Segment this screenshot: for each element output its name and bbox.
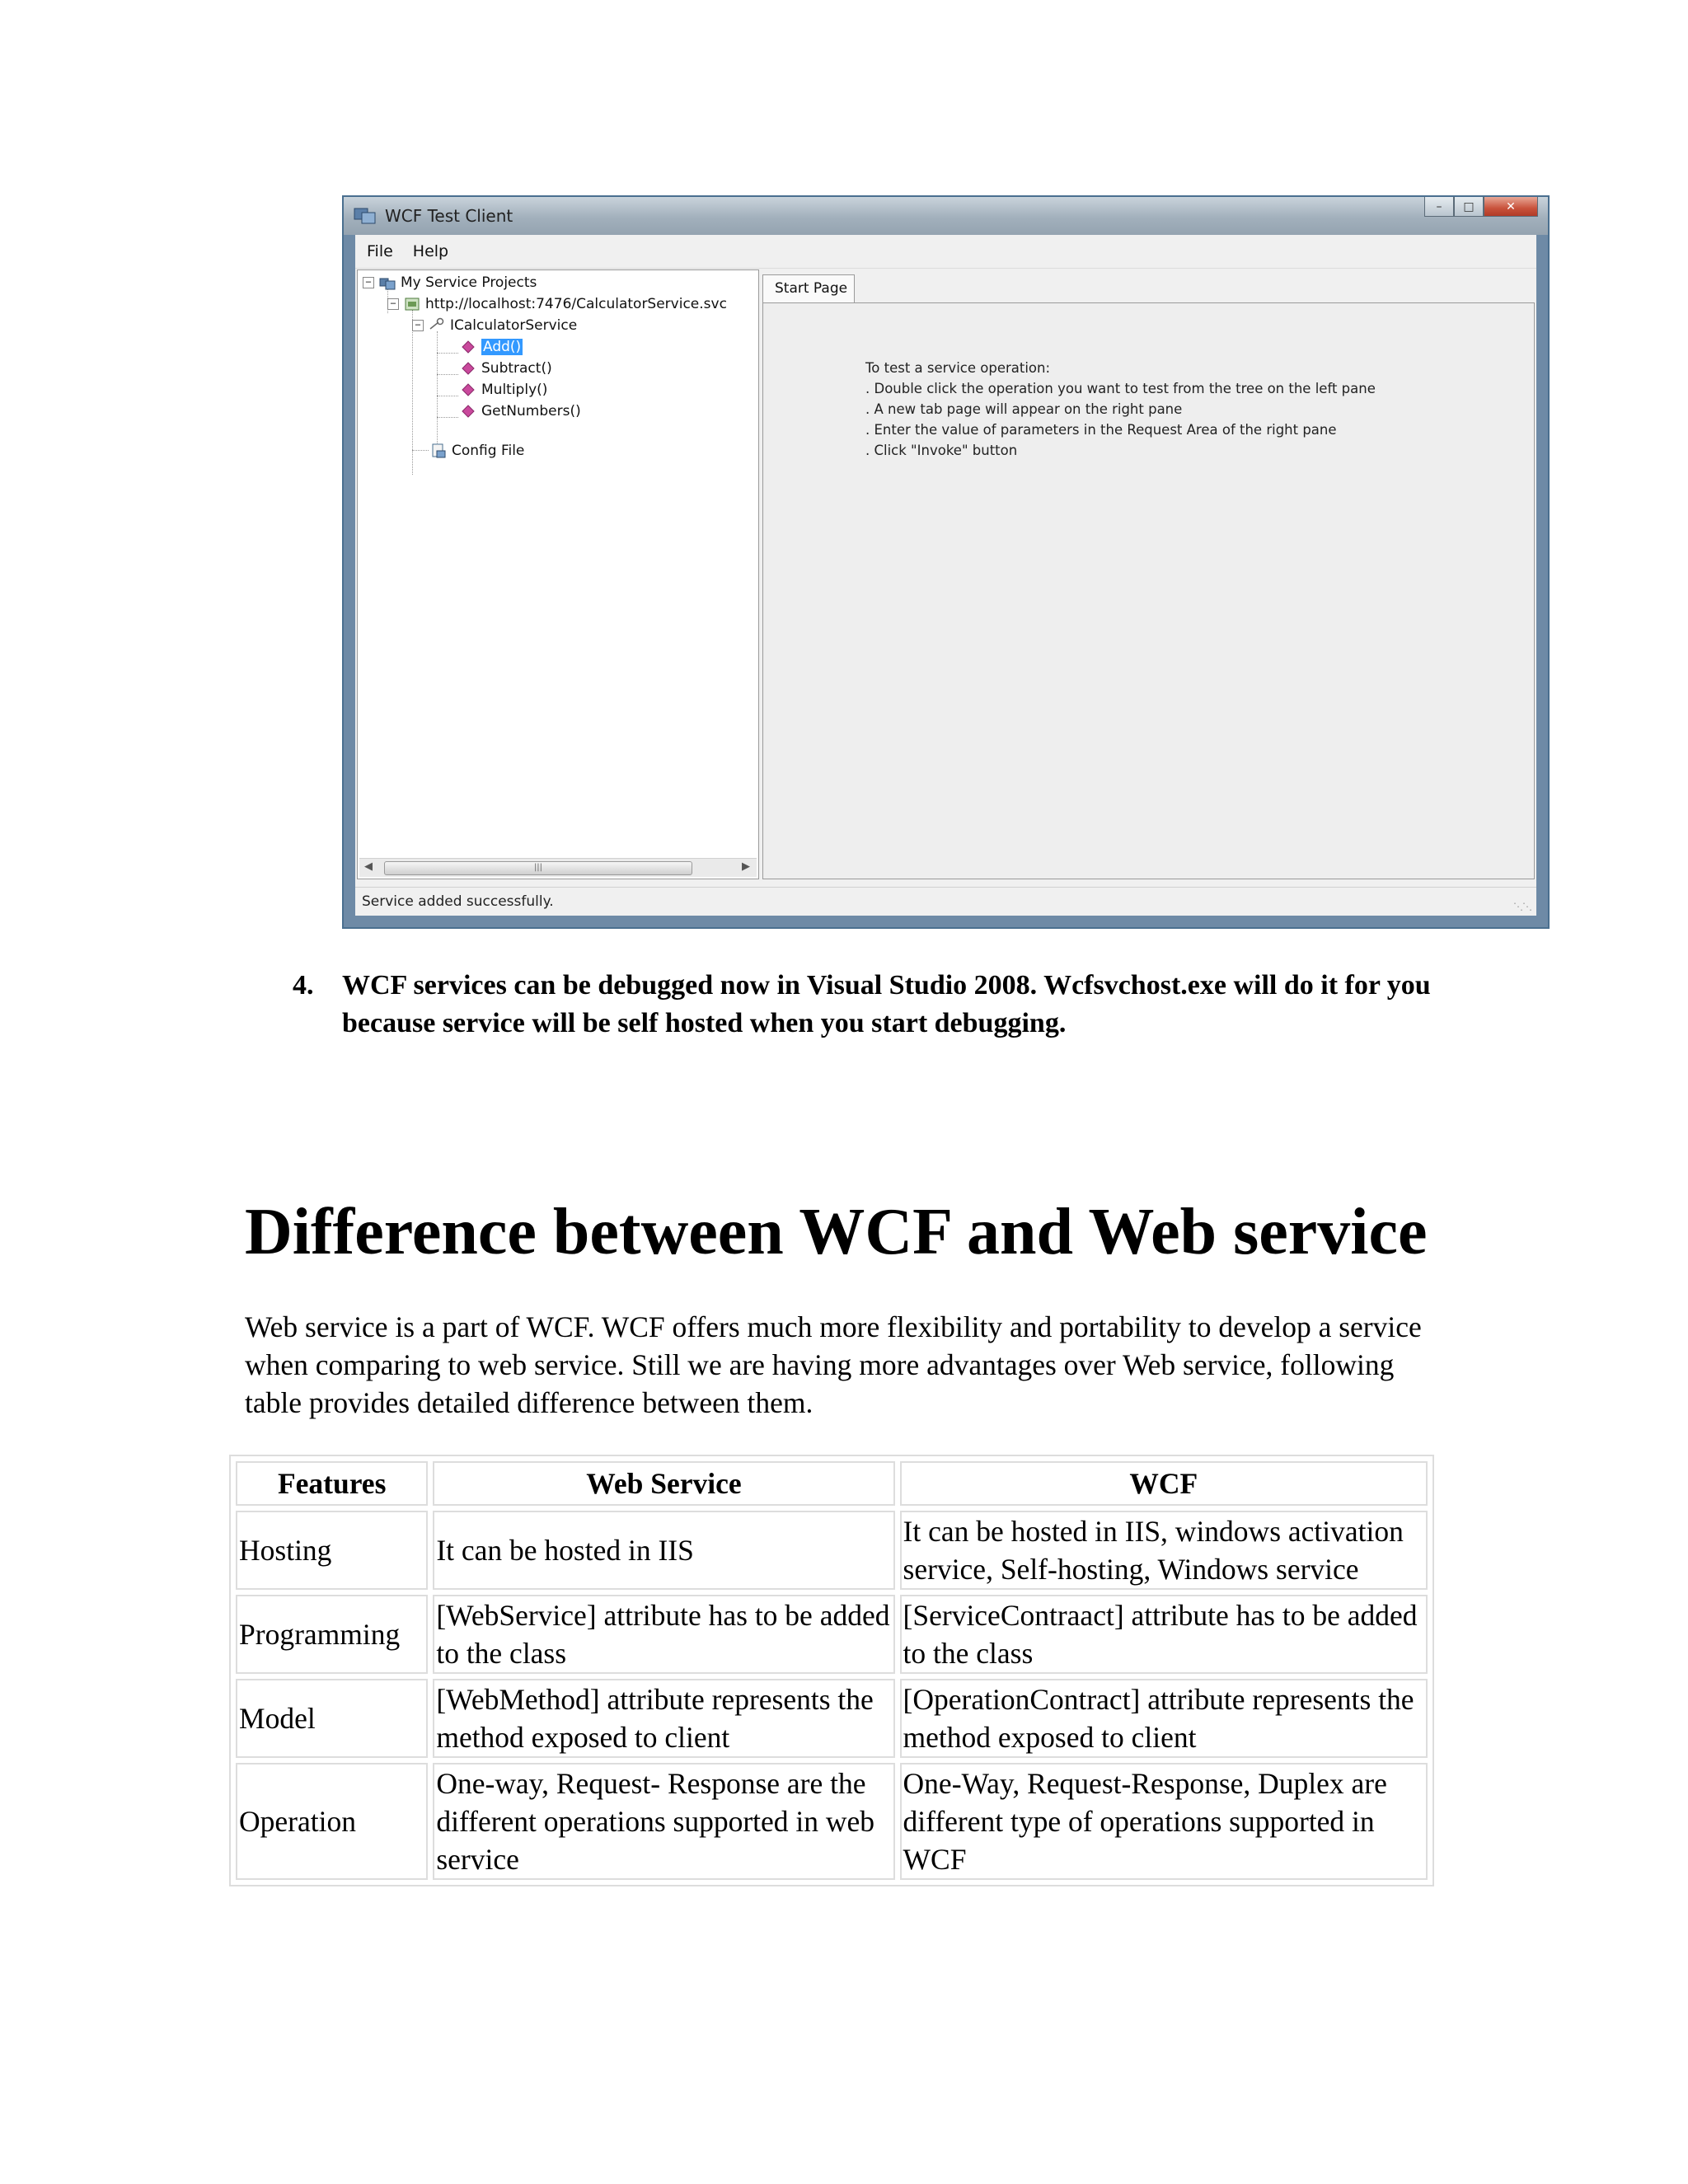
- instruction-line: . Enter the value of parameters in the Request Area of the right pane: [865, 422, 1337, 438]
- window-client: [355, 235, 1536, 916]
- contract-icon: [429, 317, 445, 334]
- table-cell-web-service: It can be hosted in IIS: [433, 1511, 894, 1590]
- table-cell-wcf: One-Way, Request-Response, Duplex are different type of operations supported in WCF: [900, 1763, 1428, 1880]
- window-controls: [1424, 197, 1538, 217]
- tree-operation-label: Subtract(): [481, 360, 552, 377]
- table-cell-web-service: One-way, Request- Response are the different operations supported in web service: [433, 1763, 894, 1880]
- start-page-instructions: [865, 358, 1376, 461]
- column-header-web-service: Web Service: [433, 1461, 894, 1506]
- maximize-icon[interactable]: □: [1454, 197, 1484, 217]
- table-row: [236, 1679, 1428, 1758]
- table-row: [236, 1595, 1428, 1674]
- table-cell-wcf: [ServiceContraact] attribute has to be added to the class: [900, 1595, 1428, 1674]
- tree-node-contract[interactable]: [412, 315, 577, 336]
- table-cell-web-service: [WebMethod] attribute represents the method exposed to client: [433, 1679, 894, 1758]
- tree-operation-label: GetNumbers(): [481, 403, 581, 419]
- comparison-table: [229, 1455, 1434, 1886]
- status-text: Service added successfully.: [362, 893, 554, 910]
- table-cell-feature: Model: [236, 1679, 428, 1758]
- tree-operation-label: Multiply(): [481, 382, 548, 398]
- tree-node-operation[interactable]: [460, 401, 581, 422]
- table-cell-wcf: [OperationContract] attribute represents the method exposed to client: [900, 1679, 1428, 1758]
- table-row: [236, 1511, 1428, 1590]
- table-cell-feature: Hosting: [236, 1511, 428, 1590]
- instruction-line: . A new tab page will appear on the right pane: [865, 401, 1183, 417]
- service-tree[interactable]: [357, 269, 759, 879]
- status-bar: [355, 887, 1536, 916]
- window-titlebar[interactable]: [344, 197, 1548, 235]
- instruction-line: . Double click the operation you want to test from the tree on the left pane: [865, 381, 1376, 396]
- tree-contract-label: ICalculatorService: [450, 317, 578, 334]
- tree-node-root[interactable]: [363, 272, 537, 293]
- window-title: WCF Test Client: [385, 206, 513, 226]
- list-number: 4.: [293, 970, 314, 1001]
- instruction-line: . Click "Invoke" button: [865, 443, 1018, 458]
- tree-node-config[interactable]: [430, 440, 524, 462]
- operation-icon: [460, 382, 476, 398]
- start-page-body: [762, 302, 1535, 879]
- table-cell-web-service: [WebService] attribute has to be added to the class: [433, 1595, 894, 1674]
- column-header-wcf: WCF: [900, 1461, 1428, 1506]
- tree-node-operation[interactable]: [460, 379, 547, 401]
- tree-endpoint-label: http://localhost:7476/CalculatorService.svc: [425, 296, 727, 312]
- column-header-features: Features: [236, 1461, 428, 1506]
- collapse-icon[interactable]: −: [363, 277, 374, 288]
- tab-start-page[interactable]: Start Page: [762, 274, 855, 302]
- horizontal-scrollbar[interactable]: [359, 858, 757, 877]
- service-endpoint-icon: [404, 296, 420, 312]
- menu-file[interactable]: File: [367, 242, 393, 260]
- close-icon[interactable]: ✕: [1484, 197, 1538, 217]
- tree-node-operation[interactable]: [460, 336, 523, 358]
- scroll-left-icon[interactable]: ◀: [364, 860, 373, 873]
- right-pane: [762, 269, 1535, 879]
- intro-paragraph: Web service is a part of WCF. WCF offers much more flexibility and portability to develop a service when comparing to web service. Still we are having more advantages over Web service, following table provides detailed difference between them.: [245, 1310, 1422, 1419]
- table-row: [236, 1763, 1428, 1880]
- minimize-icon[interactable]: –: [1424, 197, 1454, 217]
- app-icon: [354, 205, 377, 225]
- operation-icon: [460, 360, 476, 377]
- instruction-line: To test a service operation:: [865, 360, 1051, 376]
- projects-icon: [379, 274, 396, 291]
- scrollbar-thumb[interactable]: |||: [384, 861, 692, 875]
- collapse-icon[interactable]: −: [387, 298, 399, 310]
- table-header-row: [236, 1461, 1428, 1506]
- tree-root-label: My Service Projects: [401, 274, 537, 291]
- config-file-icon: [430, 443, 447, 459]
- menu-bar: [355, 235, 1536, 269]
- section-heading: Difference between WCF and Web service: [245, 1196, 1428, 1268]
- wcf-test-client-window: [342, 195, 1550, 929]
- table-cell-feature: Operation: [236, 1763, 428, 1880]
- tree-node-operation[interactable]: [460, 358, 552, 379]
- menu-help[interactable]: Help: [412, 242, 449, 260]
- list-text: WCF services can be debugged now in Visual Studio 2008. Wcfsvchost.exe will do it for you because service will be self hosted when you start debugging.: [342, 970, 1431, 1038]
- tree-node-endpoint[interactable]: [387, 293, 727, 315]
- table-cell-wcf: It can be hosted in IIS, windows activation service, Self-hosting, Windows service: [900, 1511, 1428, 1590]
- scroll-right-icon[interactable]: ▶: [742, 860, 750, 873]
- resize-grip-icon[interactable]: ⋱⋱: [1513, 901, 1531, 912]
- operation-icon: [460, 339, 476, 355]
- tree-operation-label: Add(): [483, 339, 522, 355]
- tree-config-label: Config File: [452, 443, 525, 459]
- collapse-icon[interactable]: −: [412, 320, 424, 331]
- operation-icon: [460, 403, 476, 419]
- table-cell-feature: Programming: [236, 1595, 428, 1674]
